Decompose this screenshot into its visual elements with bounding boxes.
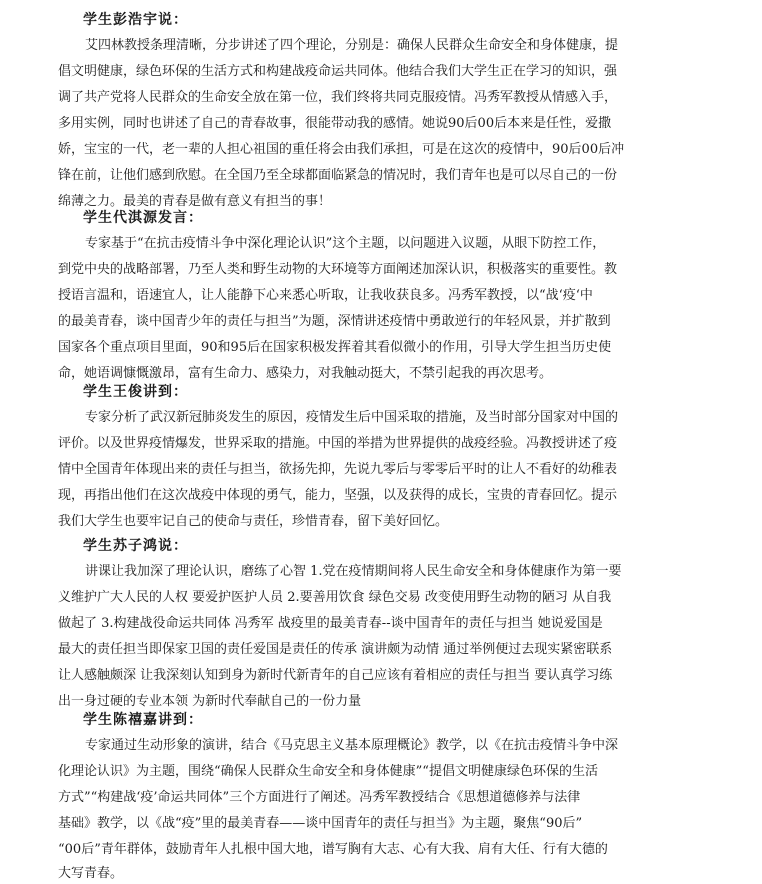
speaker-heading: 学生苏子鸿说： xyxy=(83,538,188,554)
paragraph-line: 评价。以及世界疫情爆发，世界采取的措施。中国的举措为世界提供的战疫经验。冯教授讲述了疫 xyxy=(58,436,618,451)
paragraph-line: 国家各个重点项目里面，90和95后在国家积极发挥着其看似微小的作用，引导大学生担当历史使 xyxy=(58,340,612,355)
speaker-heading: 学生彭浩宇说： xyxy=(83,12,188,28)
paragraph-line: 到党中央的战略部署，乃至人类和野生动物的大环境等方面阐述加深认识，积极落实的重要性。教 xyxy=(58,262,618,277)
paragraph-line: 现，再指出他们在这次战疫中体现的勇气，能力，坚强，以及获得的成长，宝贵的青春回忆。提示 xyxy=(58,488,618,503)
paragraph-line: 艾四林教授条理清晰，分步讲述了四个理论，分别是：确保人民群众生命安全和身体健康，提 xyxy=(85,38,619,53)
paragraph-line: 化理论认识》为主题，围绕“确保人民群众生命安全和身体健康”“提倡文明健康绿色环保的生活 xyxy=(58,764,598,779)
paragraph-line: 情中全国青年体现出来的责任与担当，欲扬先抑，先说九零后与零零后平时的让人不看好的幼稚表 xyxy=(58,462,618,477)
paragraph-line: 授语言温和，语速宜人，让人能静下心来悉心听取，让我收获良多。冯秀军教授，以“战‘疫‘中 xyxy=(58,288,593,303)
paragraph-line: 专家分析了武汉新冠肺炎发生的原因，疫情发生后中国采取的措施，及当时部分国家对中国的 xyxy=(85,410,619,425)
paragraph-line: 让人感触颇深 让我深刻认知到身为新时代新青年的自己应该有着相应的责任与担当 要认真学习练 xyxy=(58,668,613,683)
paragraph-line: 我们大学生也要牢记自己的使命与责任，珍惜青春，留下美好回忆。 xyxy=(58,514,449,529)
paragraph-line: 多用实例，同时也讲述了自己的青春故事，很能带动我的感情。她说90后00后本来是任性，爱撒 xyxy=(58,116,612,131)
paragraph-line: 调了共产党将人民群众的生命安全放在第一位，我们终将共同克服疫情。冯秀军教授从情感入手， xyxy=(58,90,618,105)
paragraph-line: 专家基于“在抗击疫情斗争中深化理论认识”这个主题，以问题进入议题，从眼下防控工作， xyxy=(85,236,606,251)
paragraph-line: 倡文明健康，绿色环保的生活方式和构建战疫命运共同体。他结合我们大学生正在学习的知识，强 xyxy=(58,64,618,79)
speaker-heading: 学生陈禧嘉讲到： xyxy=(83,712,203,728)
paragraph-line: 命，她语调慷慨激昂，富有生命力、感染力，对我触动挺大，不禁引起我的再次思考。 xyxy=(58,366,553,381)
paragraph-line: 最大的责任担当即保家卫国的责任爱国是责任的传承 演讲颇为动情 通过举例便过去现实紧密联系 xyxy=(58,642,613,657)
speaker-heading: 学生王俊讲到： xyxy=(83,384,188,400)
paragraph-line: 绵薄之力。最美的青春是做有意义有担当的事！ xyxy=(58,194,332,209)
paragraph-line: “00后”青年群体，鼓励青年人扎根中国大地，谱写胸有大志、心有大我、肩有大任、行有大德的 xyxy=(58,842,608,857)
speaker-heading: 学生代淇源发言： xyxy=(83,210,203,226)
paragraph-line: 讲课让我加深了理论认识，磨练了心智 1.党在疫情期间将人民生命安全和身体健康作为第一要 xyxy=(85,564,622,579)
paragraph-line: 大写青春。 xyxy=(58,866,124,881)
paragraph-line: 锋在前，让他们感到欣慰。在全国乃至全球都面临紧急的情况时，我们青年也是可以尽自己的一份 xyxy=(58,168,618,183)
paragraph-line: 出一身过硬的专业本领 为新时代奉献自己的一份力量 xyxy=(58,694,362,709)
paragraph-line: 的最美青春，谈中国青少年的责任与担当”为题，深情讲述疫情中勇敢逆行的年轻风景，并扩散到 xyxy=(58,314,611,329)
paragraph-line: 娇，宝宝的一代，老一辈的人担心祖国的重任将会由我们承担，可是在这次的疫情中，90后00后冲 xyxy=(58,142,625,157)
paragraph-line: 做起了 3.构建战役命运共同体 冯秀军 战疫里的最美青春--谈中国青年的责任与担当 她说爱国是 xyxy=(58,616,603,631)
paragraph-line: 方式”“构建战‘疫’命运共同体”三个方面进行了阐述。冯秀军教授结合《思想道德修养与法律 xyxy=(58,790,581,805)
paragraph-line: 义维护广大人民的人权 要爱护医护人员 2.要善用饮食 绿色交易 改变使用野生动物的陋习 从自我 xyxy=(58,590,612,605)
paragraph-line: 基础》教学，以《战“疫”里的最美青春——谈中国青年的责任与担当》为主题，聚焦“90后” xyxy=(58,816,583,831)
paragraph-line: 专家通过生动形象的演讲，结合《马克思主义基本原理概论》教学，以《在抗击疫情斗争中深 xyxy=(85,738,619,753)
